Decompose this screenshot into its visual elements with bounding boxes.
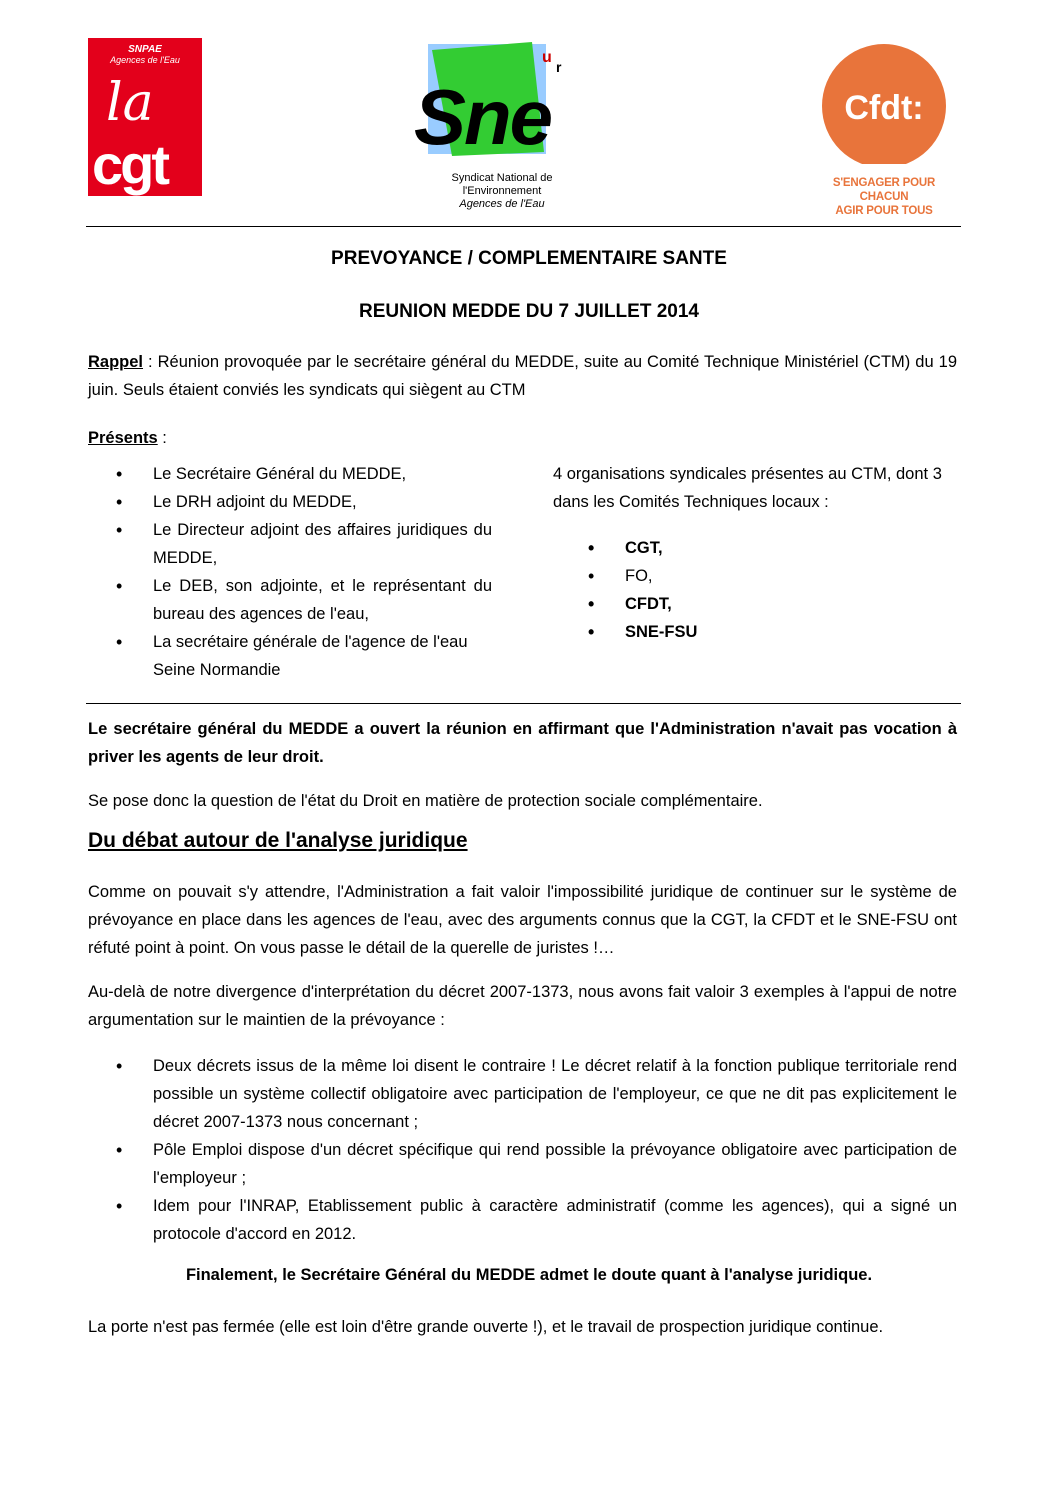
- list-item: • Idem pour l'INRAP, Etablissement public à caractère administratif (comme les agences), qui a signé un protocole d'accord en 2012.: [116, 1192, 957, 1248]
- list-item: • CFDT,: [588, 590, 788, 618]
- cfdt-logo: [818, 52, 950, 217]
- svg-text:la: la: [106, 73, 154, 133]
- document-title: PREVOYANCE / COMPLEMENTAIRE SANTE: [331, 248, 727, 269]
- rappel-text: : Réunion provoquée par le secrétaire général du MEDDE, suite au Comité Technique Ministériel (CTM) du 19 juin. Seuls étaient conviés les syndicats qui siègent au CTM: [88, 353, 957, 399]
- meeting-title: REUNION MEDDE DU 7 JUILLET 2014: [359, 301, 699, 322]
- list-item: • Le DEB, son adjointe, et le représentant du bureau des agences de l'eau,: [116, 572, 492, 628]
- list-item: • Le DRH adjoint du MEDDE,: [116, 488, 492, 516]
- list-item: • Le Secrétaire Général du MEDDE,: [116, 460, 492, 488]
- section-heading: Du débat autour de l'analyse juridique: [88, 829, 468, 852]
- svg-text:Sne: Sne: [414, 73, 552, 161]
- sne-logo: [412, 40, 592, 210]
- svg-text:u: u: [542, 49, 552, 66]
- sne-subtitle: [412, 172, 592, 211]
- conclusion-statement: Finalement, le Secrétaire Général du MEDDE admet le doute quant à l'analyse juridique.: [185, 1266, 873, 1284]
- cfdt-tagline: [818, 176, 950, 218]
- examples-list: [116, 1052, 957, 1248]
- list-item: • CGT,: [588, 534, 788, 562]
- rappel-label: Rappel: [88, 353, 144, 371]
- list-item: • Deux décrets issus de la même loi disent le contraire ! Le décret relatif à la fonction publique territoriale rend possible un système collectif obligatoire avec participation de l'employeur, ce que ne dit pas explicitement le décret 2007-1373 nous concernant ;: [116, 1052, 957, 1136]
- list-item: • Pôle Emploi dispose d'un décret spécifique qui rend possible la prévoyance obligatoire avec participation de l'employeur ;: [116, 1136, 957, 1192]
- final-paragraph: La porte n'est pas fermée (elle est loin d'être grande ouverte !), et le travail de prospection juridique continue.: [88, 1318, 884, 1336]
- list-item: • FO,: [588, 562, 788, 590]
- cgt-logo: [88, 38, 202, 196]
- section-divider: [86, 703, 961, 704]
- cfdt-tagline-1: S'ENGAGER POUR CHACUN: [832, 177, 936, 203]
- header-divider: [86, 226, 961, 227]
- question-paragraph: Se pose donc la question de l'état du Droit en matière de protection sociale complémentaire.: [88, 792, 763, 810]
- unions-list: [588, 534, 788, 646]
- presents-label: Présents: [88, 429, 158, 447]
- list-item: • La secrétaire générale de l'agence de l'eau Seine Normandie: [116, 628, 492, 684]
- list-item: • SNE-FSU: [588, 618, 788, 646]
- svg-text:r: r: [556, 59, 562, 75]
- rappel-paragraph: [88, 348, 957, 404]
- opening-statement: Le secrétaire général du MEDDE a ouvert la réunion en affirmant que l'Administration n'avait pas vocation à priver les agents de leur droit.: [88, 720, 957, 766]
- svg-text:Agences de l'Eau: Agences de l'Eau: [110, 55, 180, 65]
- presents-suffix: :: [157, 429, 167, 447]
- cfdt-tagline-2: AGIR POUR TOUS: [835, 205, 933, 217]
- divergence-paragraph: Au-delà de notre divergence d'interprétation du décret 2007-1373, nous avons fait valoir 3 exemples à l'appui de notre argumentation sur le maintien de la prévoyance :: [88, 983, 957, 1029]
- svg-text:Cfdt:: Cfdt:: [844, 89, 924, 127]
- presents-heading: [88, 424, 957, 452]
- list-item: • Le Directeur adjoint des affaires juridiques du MEDDE,: [116, 516, 492, 572]
- unions-intro: 4 organisations syndicales présentes au CTM, dont 3 dans les Comités Techniques locaux :: [553, 465, 942, 511]
- svg-text:cgt: cgt: [92, 133, 167, 196]
- svg-text:SNPAE: SNPAE: [128, 44, 162, 55]
- sne-subtitle-line2: Agences de l'Eau: [459, 198, 545, 210]
- debate-paragraph: Comme on pouvait s'y attendre, l'Administration a fait valoir l'impossibilité juridique de continuer sur le système de prévoyance en place dans les agences de l'eau, avec des arguments connus que la CGT, la CFDT et le SNE-FSU ont réfuté point à point. On vous passe le détail de la querelle de juristes !…: [88, 883, 957, 957]
- sne-subtitle-line1: Syndicat National de l'Environnement: [451, 172, 553, 197]
- attendees-list: [116, 460, 492, 684]
